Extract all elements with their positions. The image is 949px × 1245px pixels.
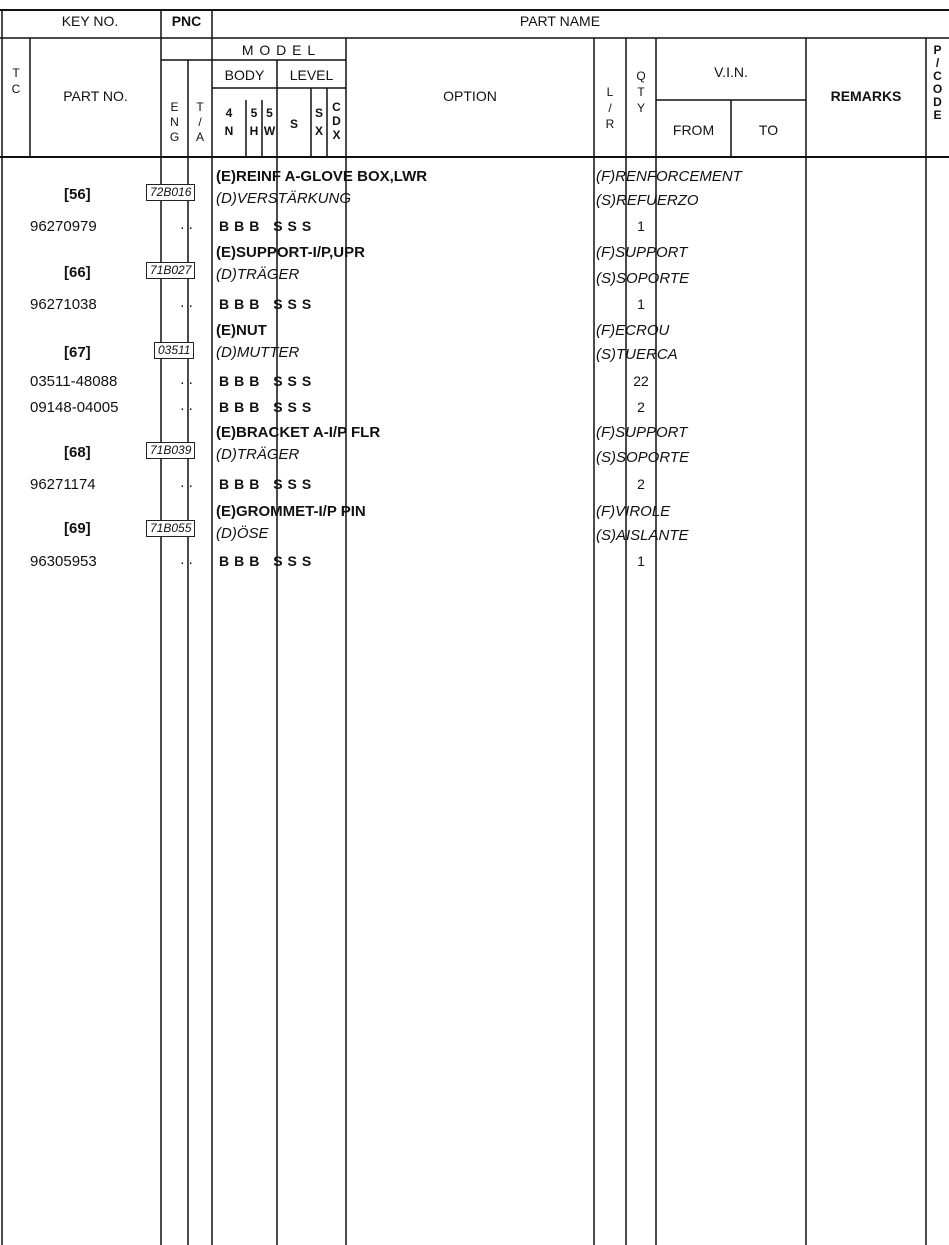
name-spanish: (S)SOPORTE bbox=[596, 270, 690, 287]
model-codes: BBB SSS bbox=[219, 553, 317, 569]
part-number: 03511-48088 bbox=[30, 373, 118, 390]
part-number: 96271038 bbox=[30, 296, 97, 313]
name-spanish: (S)AISLANTE bbox=[596, 527, 689, 544]
eng-ta-dots: . . bbox=[180, 397, 193, 414]
level-header: LEVEL bbox=[289, 67, 334, 83]
quantity: 1 bbox=[637, 553, 645, 569]
model-codes: BBB SSS bbox=[219, 373, 317, 389]
key-no-68: [68] bbox=[64, 444, 91, 461]
eng-header: E N G bbox=[169, 100, 180, 144]
name-french: (F)RENFORCEMENT bbox=[596, 168, 742, 185]
part-number: 09148-04005 bbox=[30, 399, 119, 416]
name-english: (E)GROMMET-I/P PIN bbox=[216, 503, 366, 520]
name-french: (F)SUPPORT bbox=[596, 424, 688, 441]
model-header: M O D E L bbox=[241, 42, 317, 58]
body-5h-header: 5 H bbox=[249, 106, 259, 138]
part-no-header: PART NO. bbox=[63, 88, 128, 104]
name-french: (F)VIROLE bbox=[596, 503, 671, 520]
part-name-header: PART NAME bbox=[519, 13, 601, 29]
option-header: OPTION bbox=[443, 88, 497, 104]
name-spanish: (S)TUERCA bbox=[596, 346, 678, 363]
level-sx-header: S X bbox=[314, 106, 323, 138]
name-german: (D)MUTTER bbox=[216, 344, 300, 361]
vin-header: V.I.N. bbox=[714, 64, 748, 80]
quantity: 22 bbox=[633, 373, 649, 389]
name-english: (E)NUT bbox=[216, 322, 267, 339]
model-codes: BBB SSS bbox=[219, 296, 317, 312]
key-no-67: [67] bbox=[64, 344, 91, 361]
body-header: BODY bbox=[224, 67, 265, 83]
pnc-code: 72B016 bbox=[146, 184, 195, 201]
quantity: 1 bbox=[637, 296, 645, 312]
eng-ta-dots: . . bbox=[180, 551, 193, 568]
quantity: 2 bbox=[637, 476, 645, 492]
model-codes: BBB SSS bbox=[219, 399, 317, 415]
tc-header: T C bbox=[11, 66, 21, 96]
key-no-66: [66] bbox=[64, 264, 91, 281]
qty-header: Q T Y bbox=[636, 69, 646, 115]
level-s-header: S bbox=[289, 117, 298, 131]
name-german: (D)TRÄGER bbox=[216, 266, 300, 283]
name-english: (E)SUPPORT-I/P,UPR bbox=[216, 244, 365, 261]
remarks-header: REMARKS bbox=[830, 88, 902, 104]
body-5w-header: 5 W bbox=[263, 106, 276, 138]
level-cdx-header: C D X bbox=[332, 100, 341, 142]
key-no-56: [56] bbox=[64, 186, 91, 203]
name-french: (F)ECROU bbox=[596, 322, 670, 339]
key-no-header: KEY NO. bbox=[61, 13, 119, 29]
name-spanish: (S)SOPORTE bbox=[596, 449, 690, 466]
name-german: (D)TRÄGER bbox=[216, 446, 300, 463]
pnc-code: 03511 bbox=[154, 342, 194, 359]
part-number: 96271174 bbox=[30, 476, 96, 493]
name-spanish: (S)REFUERZO bbox=[596, 192, 699, 209]
name-french: (F)SUPPORT bbox=[596, 244, 688, 261]
ta-header: T / A bbox=[195, 100, 204, 144]
pnc-code: 71B027 bbox=[146, 262, 195, 279]
pnc-code: 71B055 bbox=[146, 520, 195, 537]
pcode-header: P / C O D E bbox=[932, 43, 943, 122]
vin-to-header: TO bbox=[758, 122, 779, 138]
eng-ta-dots: . . bbox=[180, 371, 193, 388]
quantity: 2 bbox=[637, 399, 645, 415]
part-number: 96305953 bbox=[30, 553, 97, 570]
name-english: (E)BRACKET A-I/P FLR bbox=[216, 424, 381, 441]
body-4n-header: 4 N bbox=[224, 106, 234, 138]
eng-ta-dots: . . bbox=[180, 216, 193, 233]
pnc-code: 71B039 bbox=[146, 442, 195, 459]
vin-from-header: FROM bbox=[672, 122, 715, 138]
eng-ta-dots: . . bbox=[180, 294, 193, 311]
part-number: 96270979 bbox=[30, 218, 97, 235]
name-english: (E)REINF A-GLOVE BOX,LWR bbox=[216, 168, 428, 185]
key-no-69: [69] bbox=[64, 520, 91, 537]
lr-header: L / R bbox=[605, 85, 615, 131]
quantity: 1 bbox=[637, 218, 645, 234]
model-codes: BBB SSS bbox=[219, 218, 317, 234]
pnc-header: PNC bbox=[171, 13, 202, 29]
name-german: (D)VERSTÄRKUNG bbox=[216, 190, 352, 207]
model-codes: BBB SSS bbox=[219, 476, 317, 492]
name-german: (D)ÖSE bbox=[216, 525, 269, 542]
eng-ta-dots: . . bbox=[180, 474, 193, 491]
